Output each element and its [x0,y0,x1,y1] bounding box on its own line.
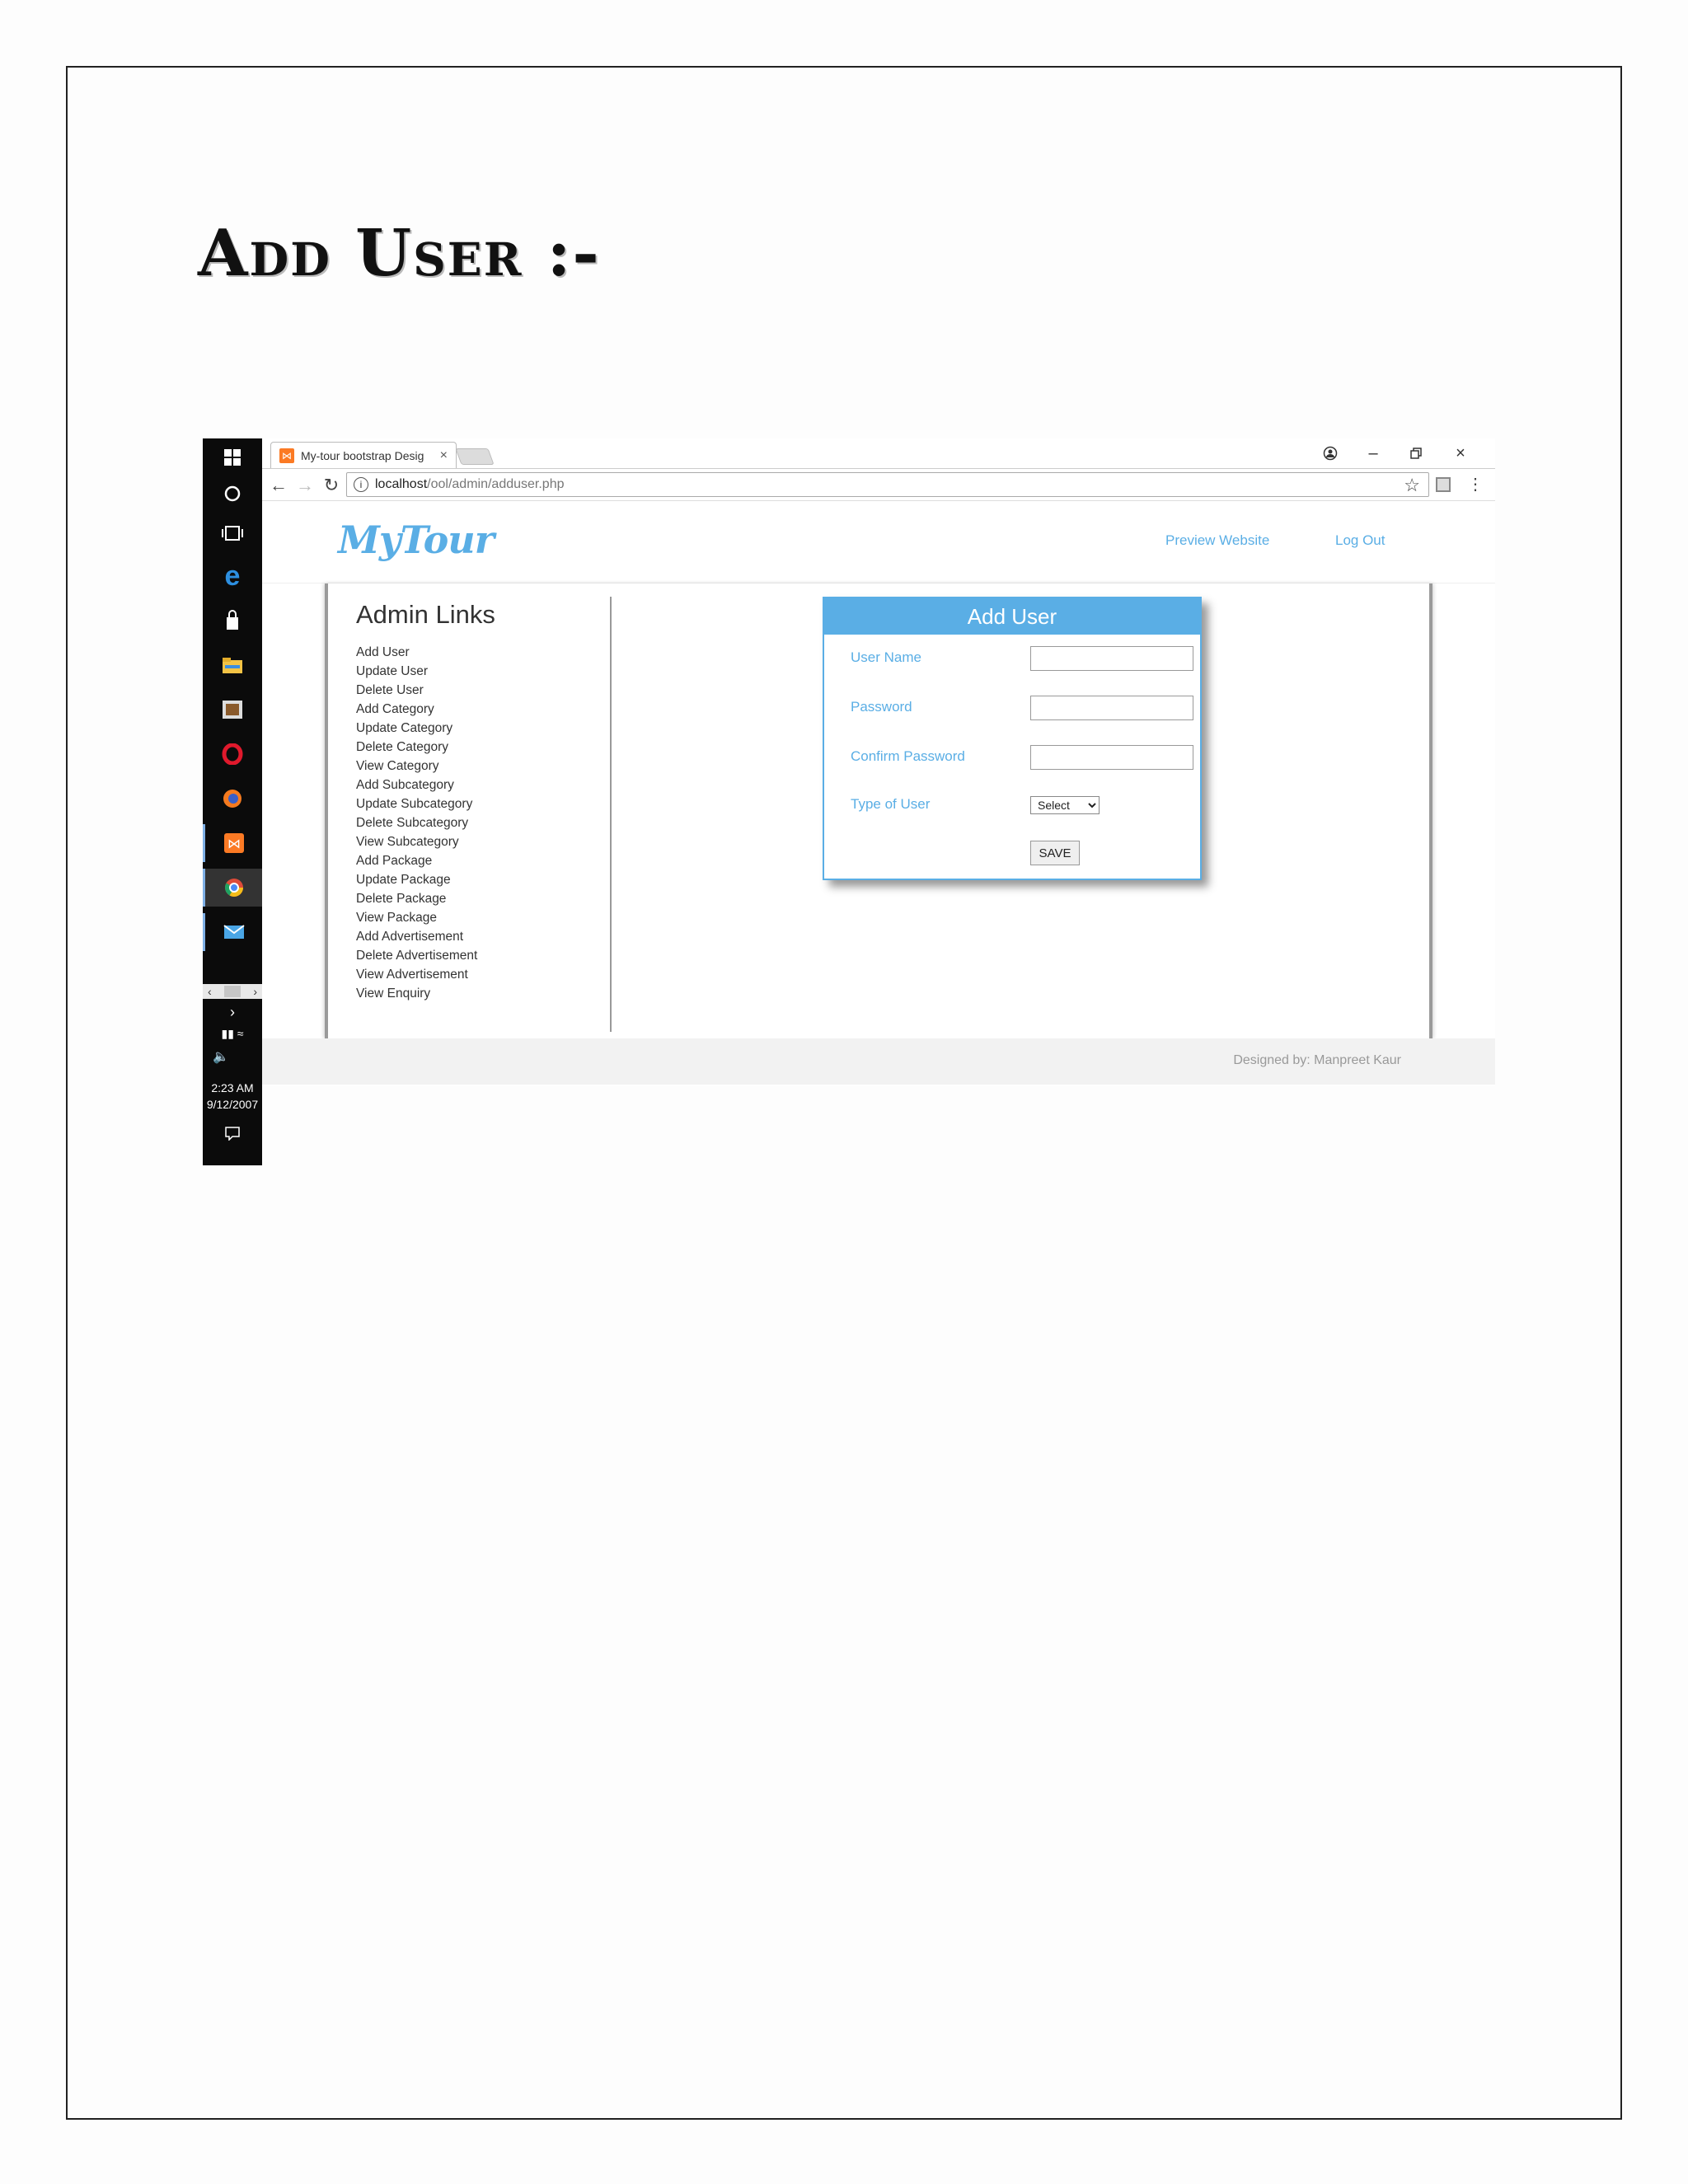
password-label: Password [851,699,912,715]
cortana-icon[interactable] [203,475,262,513]
xampp-icon[interactable] [203,824,262,862]
admin-content [325,583,1432,1038]
username-input[interactable] [1030,646,1193,671]
sidebar-item-delete-advertisement[interactable]: Delete Advertisement [356,949,478,963]
scroll-thumb[interactable] [224,986,241,997]
sidebar-item-view-package[interactable]: View Package [356,911,437,925]
sidebar-item-update-category[interactable]: Update Category [356,721,453,735]
browser-menu-icon[interactable]: ⋮ [1467,476,1484,494]
url-path: /ool/admin/adduser.php [427,477,565,491]
site-header [262,501,1495,583]
add-user-form [823,597,1202,880]
browser-window [262,438,1495,1086]
preview-website-link[interactable]: Preview Website [1165,532,1270,548]
tab-title: My-tour bootstrap Desig [301,448,424,462]
sidebar-item-add-user[interactable]: Add User [356,645,410,659]
url-host: localhost [375,477,428,491]
user-type-row [851,793,1180,818]
new-tab-button[interactable] [455,448,494,465]
sidebar-item-view-enquiry[interactable]: View Enquiry [356,987,431,1001]
scroll-right-icon[interactable]: › [253,985,257,998]
confirm-password-input[interactable] [1030,745,1193,770]
browser-tab[interactable] [270,442,457,468]
scroll-left-icon[interactable]: ‹ [208,985,212,998]
close-window-icon[interactable]: × [1456,443,1465,462]
site-logo[interactable]: MyTour [338,518,494,562]
bookmark-star-icon[interactable]: ☆ [1404,475,1420,495]
back-icon[interactable]: ← [270,475,288,495]
task-view-icon[interactable] [203,514,262,552]
confirm-password-row [851,745,1180,770]
sidebar-item-delete-category[interactable]: Delete Category [356,740,449,754]
clock-date: 9/12/2007 [206,1098,259,1111]
save-button[interactable]: SAVE [1030,841,1080,865]
profile-icon[interactable] [1314,442,1347,465]
document-border [66,66,1622,2120]
edge-icon[interactable]: e [224,560,241,592]
sidebar-item-view-subcategory[interactable]: View Subcategory [356,835,459,849]
taskbar-scrollbar[interactable] [203,984,262,999]
confirm-password-label: Confirm Password [851,748,965,764]
windows-taskbar [203,438,262,1165]
site-footer [262,1038,1495,1085]
volume-icon[interactable]: 🔈 [213,1050,229,1064]
windows-start-icon[interactable] [203,438,262,476]
battery-wifi-icon[interactable]: ▮▮ ≈ [221,1027,244,1040]
xampp-favicon-icon: ⋈ [279,448,294,463]
taskbar-clock[interactable] [203,1080,262,1113]
address-bar[interactable] [346,472,1429,497]
firefox-icon[interactable] [203,780,262,818]
forward-icon[interactable]: → [296,475,314,495]
password-row [851,696,1180,720]
sidebar-item-view-category[interactable]: View Category [356,759,439,773]
sidebar-item-add-subcategory[interactable]: Add Subcategory [356,778,454,792]
file-explorer-icon[interactable] [203,646,262,684]
minimize-icon[interactable]: – [1368,443,1378,462]
admin-sidebar [328,597,612,1032]
sidebar-item-delete-user[interactable]: Delete User [356,683,424,697]
sidebar-item-delete-subcategory[interactable]: Delete Subcategory [356,816,469,830]
reload-icon[interactable]: ↻ [323,475,340,495]
footer-credit: Designed by: Manpreet Kaur [1233,1053,1401,1067]
sidebar-item-add-package[interactable]: Add Package [356,854,433,868]
restore-icon[interactable] [1400,442,1432,465]
extension-icon[interactable] [1436,477,1451,492]
show-hidden-icons-icon[interactable]: › [230,1004,235,1020]
clock-time: 2:23 AM [211,1081,254,1094]
store-icon[interactable] [203,602,262,640]
sidebar-title: Admin Links [356,600,495,629]
document-heading: Add User :- [198,216,601,291]
sidebar-item-update-package[interactable]: Update Package [356,873,451,887]
app-icon[interactable] [203,691,262,729]
mail-icon[interactable] [203,913,262,951]
logout-link[interactable]: Log Out [1335,532,1386,548]
sidebar-item-add-advertisement[interactable]: Add Advertisement [356,930,464,944]
user-type-label: Type of User [851,796,931,812]
browser-toolbar [262,468,1495,501]
sidebar-item-add-category[interactable]: Add Category [356,702,434,716]
tab-close-icon[interactable]: × [439,448,448,462]
tab-strip [262,438,1495,468]
notification-icon[interactable] [203,1126,262,1145]
sidebar-item-view-advertisement[interactable]: View Advertisement [356,968,468,982]
chrome-icon[interactable] [203,869,262,907]
username-label: User Name [851,649,921,665]
opera-icon[interactable] [203,735,262,773]
password-input[interactable] [1030,696,1193,720]
site-info-icon[interactable]: i [354,477,368,492]
svg-text:⋈: ⋈ [227,836,241,851]
admin-links-list [356,643,477,1003]
save-row [851,841,1180,865]
sidebar-item-update-user[interactable]: Update User [356,664,429,678]
user-type-select[interactable] [1030,796,1100,814]
form-title: Add User [824,598,1200,635]
username-row [851,646,1180,671]
sidebar-item-delete-package[interactable]: Delete Package [356,892,447,906]
sidebar-item-update-subcategory[interactable]: Update Subcategory [356,797,473,811]
